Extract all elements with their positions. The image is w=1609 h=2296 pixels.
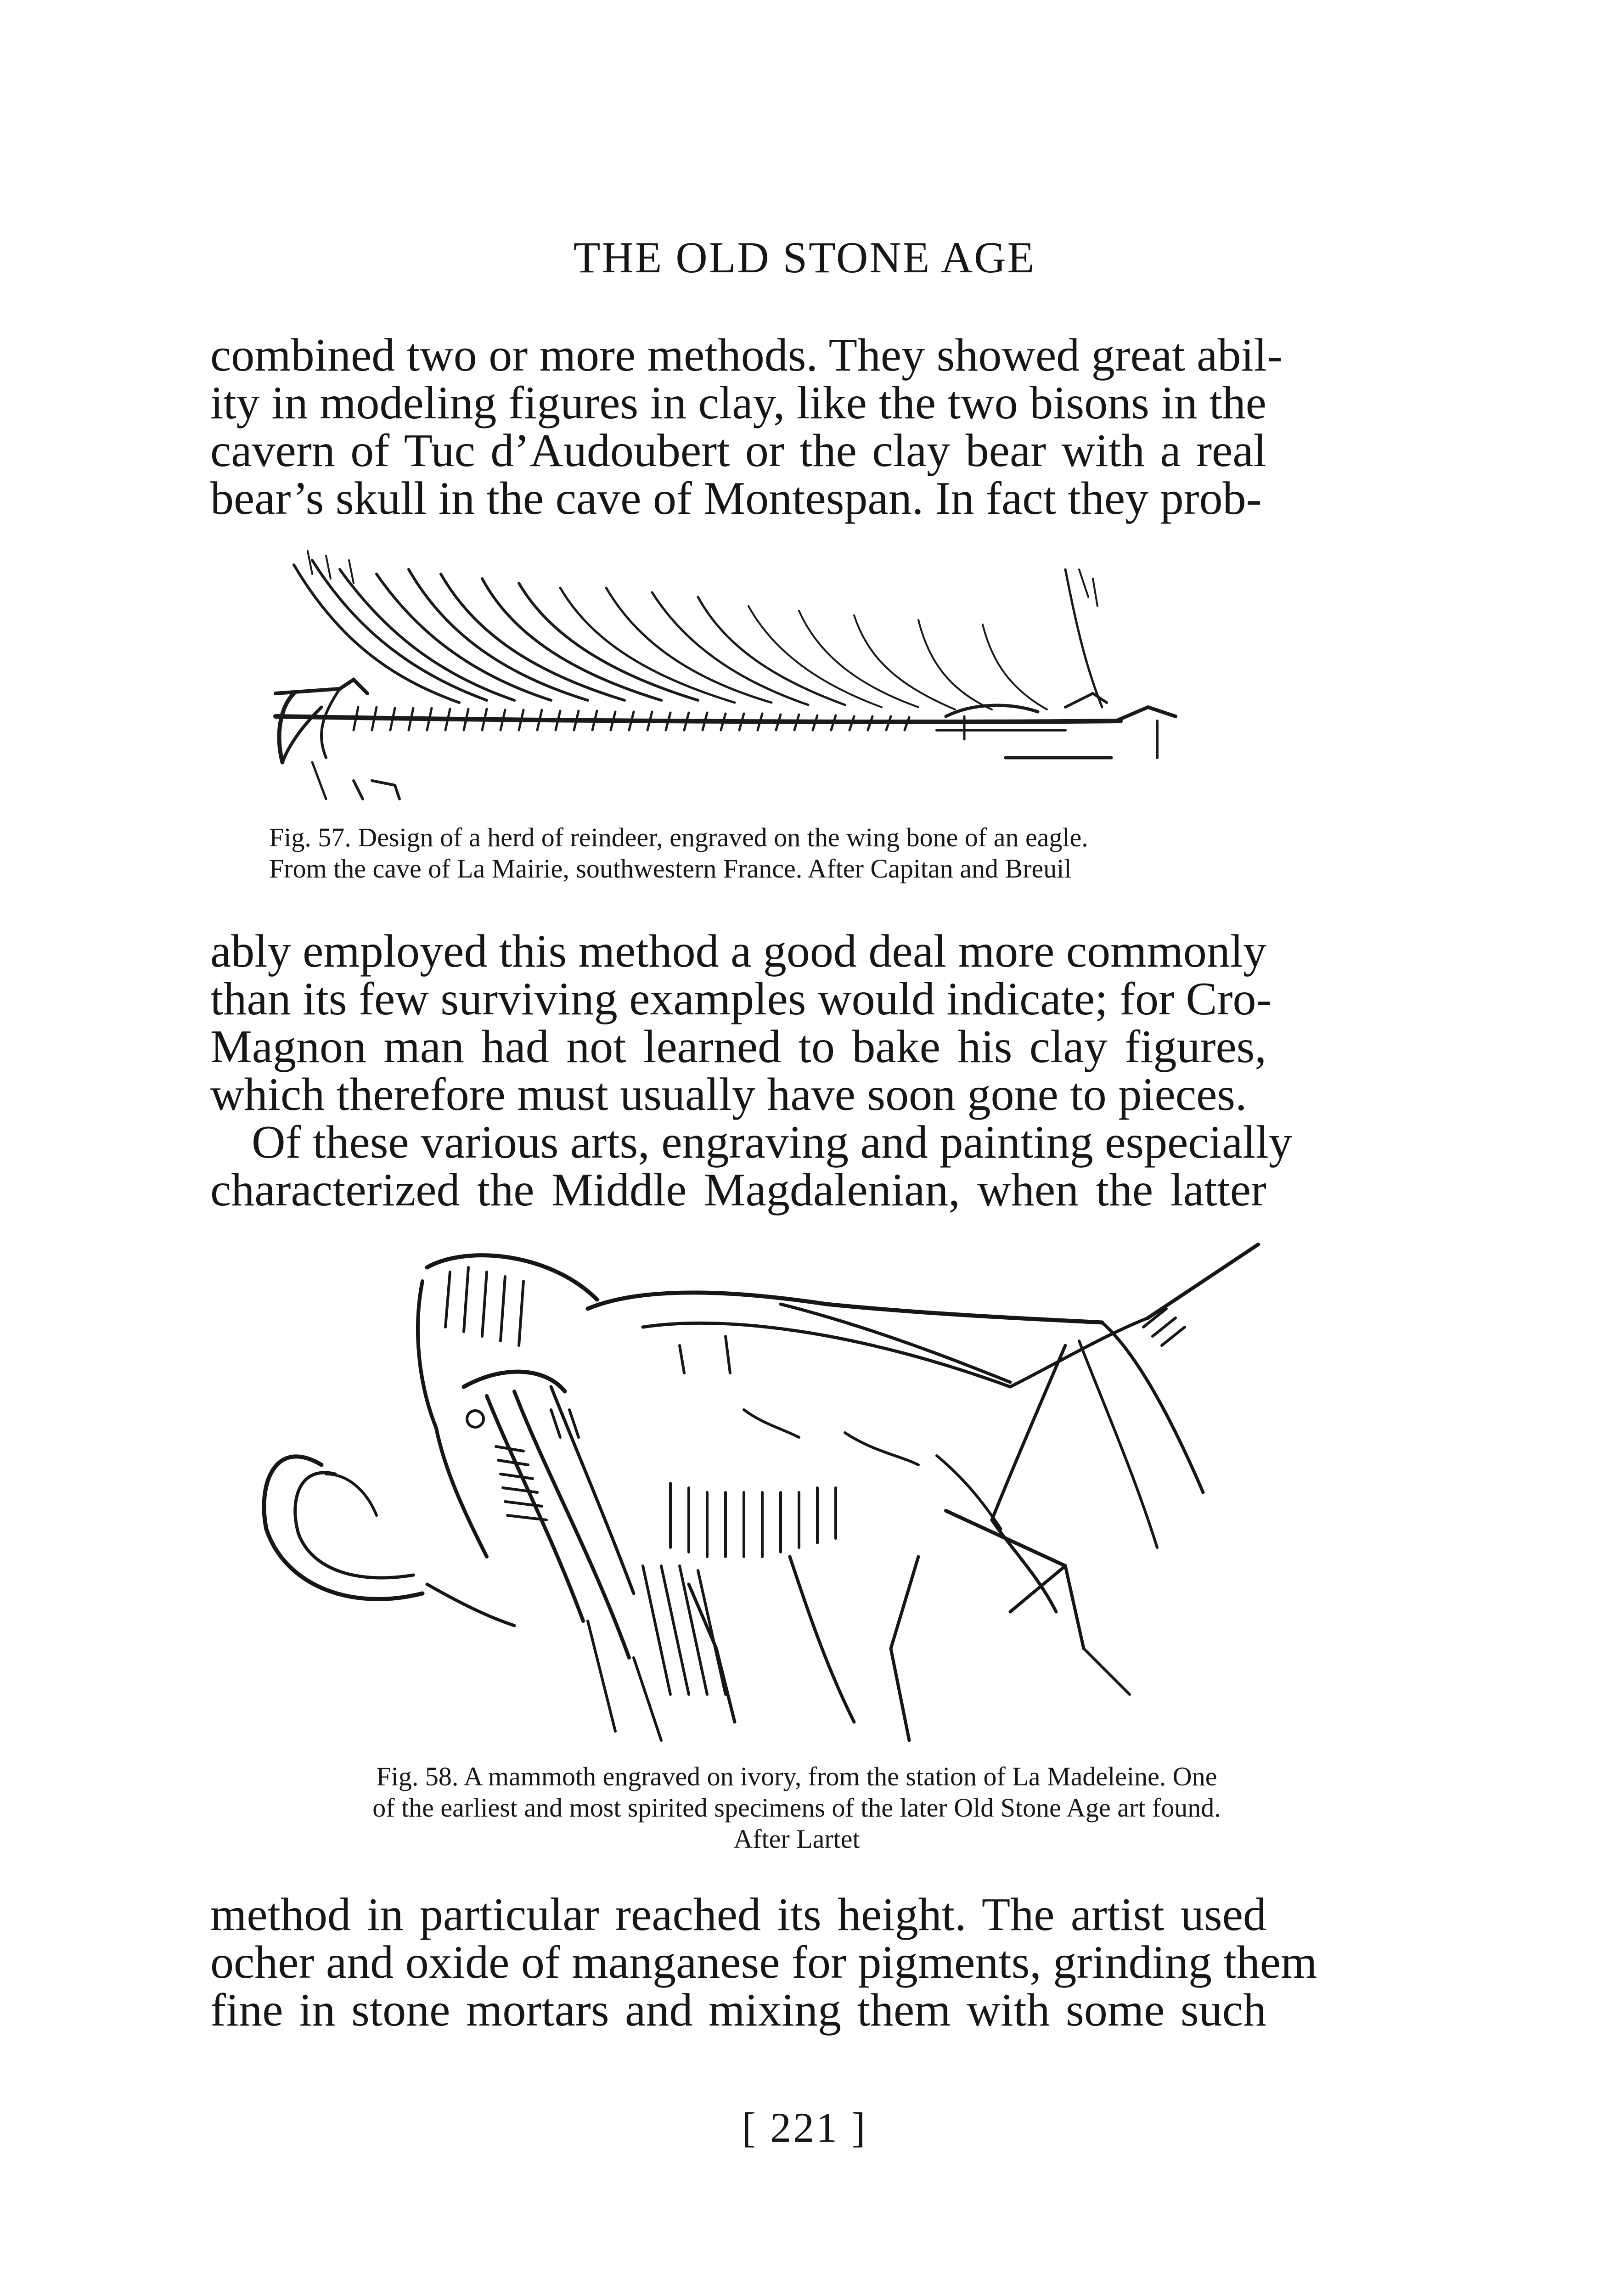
text-line: which therefore must usually have soon gone to pieces. (210, 1069, 1247, 1120)
caption-line: From the cave of La Mairie, southwestern France. After Capitan and Breuil (269, 854, 1072, 884)
text-line: fine in stone mortars and mixing them with some such (210, 1984, 1266, 2036)
running-head: THE OLD STONE AGE (573, 233, 1036, 282)
caption-line: of the earliest and most spirited specimens of the later Old Stone Age art found. (372, 1793, 1221, 1823)
figure-58-mammoth-engraving (230, 1235, 1286, 1754)
text-line: than its few surviving examples would indicate; for Cro- (210, 973, 1272, 1025)
text-line: characterized the Middle Magdalenian, when the latter (210, 1164, 1266, 1216)
text-line: ably employed this method a good deal more commonly (210, 925, 1267, 977)
paragraph-1 (210, 329, 1283, 524)
caption-line: Fig. 58. A mammoth engraved on ivory, from the station of La Madeleine. One (376, 1761, 1217, 1791)
figure-58-caption (262, 1761, 1332, 1855)
text-line: combined two or more methods. They showed great abil- (210, 329, 1283, 381)
page-number: [ 221 ] (742, 2104, 867, 2151)
text-line: bear’s skull in the cave of Montespan. In fact they prob- (210, 473, 1262, 524)
text-line: ocher and oxide of manganese for pigments, grinding them (210, 1936, 1317, 1988)
caption-line: After Lartet (733, 1824, 860, 1854)
paragraph-3 (210, 1889, 1317, 2036)
figure-57-caption (269, 822, 1088, 884)
text-line: Of these various arts, engraving and painting especially (252, 1116, 1292, 1168)
paragraph-2 (210, 925, 1292, 1216)
text-line: Magnon man had not learned to bake his clay figures, (210, 1021, 1266, 1073)
text-line: cavern of Tuc d’Audoubert or the clay bear with a real (210, 425, 1266, 477)
caption-line: Fig. 57. Design of a herd of reindeer, engraved on the wing bone of an eagle. (269, 822, 1088, 852)
text-line: ity in modeling figures in clay, like the two bisons in the (210, 377, 1266, 429)
mammoth-illustration (230, 1235, 1286, 1754)
text-line: method in particular reached its height. The artist used (210, 1889, 1266, 1941)
reindeer-herd-illustration (202, 542, 1277, 817)
figure-57-reindeer-engraving (202, 542, 1277, 817)
